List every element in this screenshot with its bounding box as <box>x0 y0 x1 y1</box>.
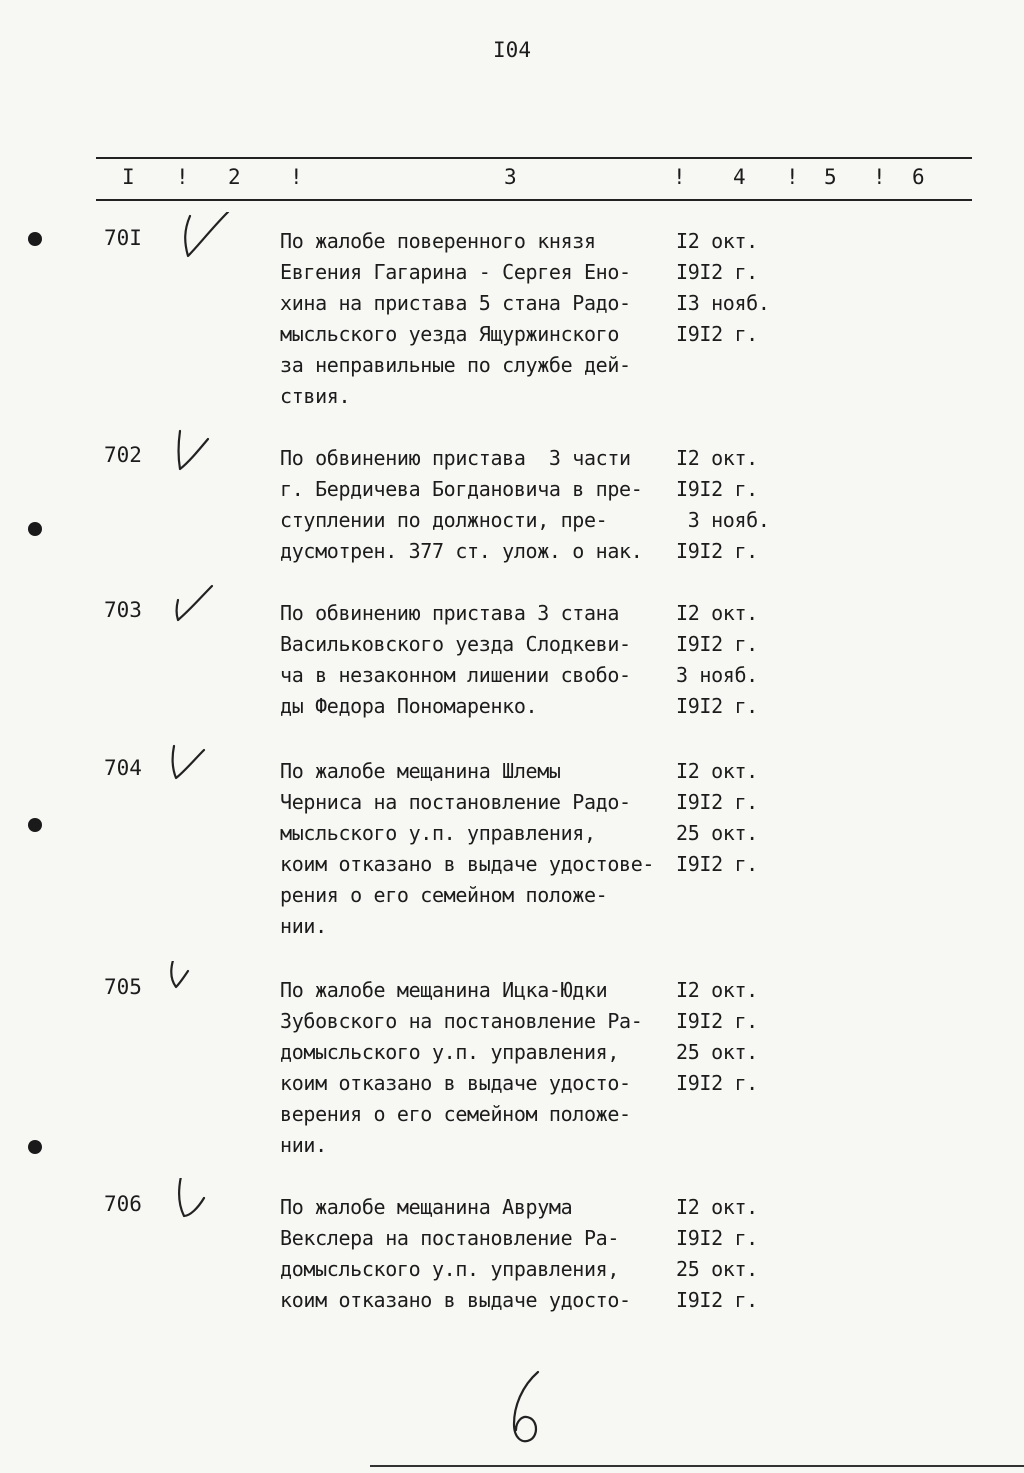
record-number: 702 <box>104 443 142 467</box>
checkmark-icon <box>168 212 238 282</box>
record-description: По жалобе мещанина Шлемы Черниса на постановление Радо- мысльского у.п. управления, коим отказано в выдаче удостове- рения о его семейном положе- нии. <box>280 759 655 938</box>
checkmark-icon <box>168 429 238 499</box>
checkmark-icon <box>168 961 238 1031</box>
record-dates: I2 окт. I9I2 г. 3 нояб. I9I2 г. <box>676 601 758 718</box>
record-dates: I2 окт. I9I2 г. 3 нояб. I9I2 г. <box>676 446 770 563</box>
column-header-5: 5 <box>824 165 837 189</box>
record-number: 704 <box>104 756 142 780</box>
page-number: I04 <box>493 38 531 62</box>
header-bottom-rule <box>96 199 972 201</box>
checkmark-icon <box>168 742 238 812</box>
bottom-rule <box>370 1465 1024 1467</box>
record-number: 706 <box>104 1192 142 1216</box>
record-description: По обвинению пристава 3 стана Васильковского уезда Слодкеви- ча в незаконном лишении свобо- ды Федора Пономаренко. <box>280 601 631 718</box>
record-number: 705 <box>104 975 142 999</box>
record-number: 70I <box>104 226 142 250</box>
header-top-rule <box>96 157 972 159</box>
column-separator: ! <box>786 165 799 189</box>
record-dates: I2 окт. I9I2 г. 25 окт. I9I2 г. <box>676 759 758 876</box>
checkmark-icon <box>168 1178 238 1248</box>
handwritten-sheet-number <box>498 1368 558 1448</box>
record-dates: I2 окт. I9I2 г. I3 нояб. I9I2 г. <box>676 229 770 346</box>
checkmark-icon <box>168 584 238 654</box>
binding-hole-mark <box>28 522 42 536</box>
column-header-3: 3 <box>504 165 517 189</box>
record-dates: I2 окт. I9I2 г. 25 окт. I9I2 г. <box>676 1195 758 1312</box>
column-header-1: I <box>122 165 135 189</box>
binding-hole-mark <box>28 818 42 832</box>
column-header-6: 6 <box>912 165 925 189</box>
record-description: По обвинению пристава 3 части г. Бердичева Богдановича в пре- ступлении по должности, пре- дусмотрен. 377 ст. улож. о нак. <box>280 446 643 563</box>
column-separator: ! <box>873 165 886 189</box>
record-number: 703 <box>104 598 142 622</box>
column-separator: ! <box>673 165 686 189</box>
column-header-4: 4 <box>733 165 746 189</box>
binding-hole-mark <box>28 232 42 246</box>
record-description: По жалобе поверенного князя Евгения Гагарина - Сергея Ено- хина на пристава 5 стана Радо- мысльского уезда Ящуржинского за неправильные по службе дей- ствия. <box>280 229 631 408</box>
record-description: По жалобе мещанина Аврума Векслера на постановление Ра- домысльского у.п. управления, коим отказано в выдаче удосто- <box>280 1195 631 1312</box>
column-separator: ! <box>176 165 189 189</box>
record-dates: I2 окт. I9I2 г. 25 окт. I9I2 г. <box>676 978 758 1095</box>
binding-hole-mark <box>28 1140 42 1154</box>
column-separator: ! <box>290 165 303 189</box>
column-header-2: 2 <box>228 165 241 189</box>
record-description: По жалобе мещанина Ицка-Юдки Зубовского на постановление Ра- домысльского у.п. управления, коим отказано в выдаче удосто- верения о его семейном положе- нии. <box>280 978 643 1157</box>
sheet-number-text: 6 <box>498 1368 499 1369</box>
